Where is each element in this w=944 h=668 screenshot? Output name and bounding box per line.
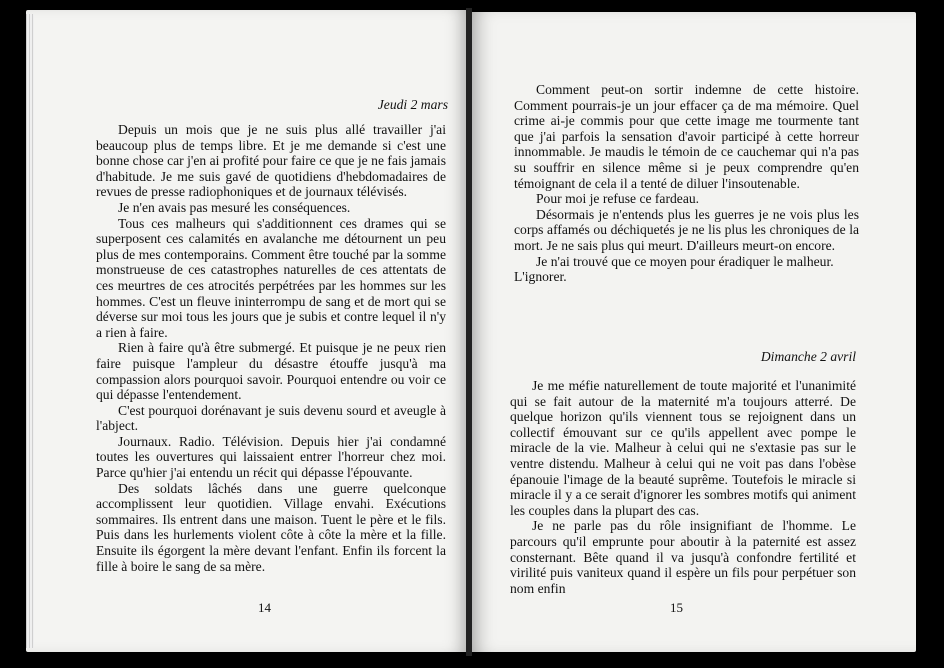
paragraph: Je me méfie naturellement de toute majorité et l'unanimité qui se fait autour de la maternité m'a toujours atterré. De quelque horizon qu'ils viennent tous se rejoignent dans un collectif émouvant sur ce qu'ils appellent avec pompe le miracle de la vie. Malheur à celui qui ne s'extasie pas sur le ventre distendu. Malheur à celui qui ne voit pas dans l'obèse épanouie l'image de la beauté suprême. Toutefois le miracle si miracle il y a ce serait d'ignorer les sombres motifs qui animent les couples dans la plupart des cas. (510, 378, 856, 518)
paragraph: Pour moi je refuse ce fardeau. (536, 191, 700, 207)
book-gutter (466, 8, 472, 656)
paragraph: Je ne parle pas du rôle insignifiant de l'homme. Le parcours qu'il emprunte pour aboutir à la paternité est assez consternant. Bête quand il va jusqu'à confondre fertilité et virilité puis vaniteux quand il espère un fils pour perpétuer son nom enfin (510, 518, 856, 596)
paragraph: Des soldats lâchés dans une guerre quelconque accomplissent leur quotidien. Village envahi. Exécutions sommaires. Ils entrent dans une maison. Tuent le père et le fils. Puis dans les hurlements violent côte à côte la mère et la fille. Ensuite ils égorgent la mère devant l'enfant. Enfin ils forcent la fille à boire le sang de sa mère. (96, 480, 446, 574)
left-date: Jeudi 2 mars (377, 97, 448, 112)
paragraph: L'ignorer. (514, 269, 567, 285)
paragraph: Tous ces malheurs qui s'additionnent ces drames qui se superposent ces calamités en avalanche me détournent un peu plus de mes contemporains. Comment être touché par la somme monstrueuse de ces catastrophes naturelles de ces attentats de ces meurtres de ces atrocités perpétrées par les hommes sur les hommes. C'est un fleuve ininterrompu de sang et de mort qui se déverse sur moi tous les jours que je subis et contre lequel il n'y a rien à faire. (96, 215, 446, 340)
right-date: Dimanche 2 avril (760, 349, 856, 364)
right-body-top (514, 82, 859, 285)
paragraph: Rien à faire qu'à être submergé. Et puisque je ne peux rien faire puisque l'ampleur du désastre étouffe jusqu'à ma compassion alors pourquoi savoir. Pourquoi entendre ou voir ce qui dépasse l'entendement. (96, 340, 446, 403)
right-page-number: 15 (670, 600, 683, 615)
paragraph: Comment peut-on sortir indemne de cette histoire. Comment pourrais-je un jour effacer ça de ma mémoire. Quel crime ai-je commis pour que cette image me tourmente tant que j'ai parfois la sensation d'avoir participé à cette horreur innommable. Je maudis le témoin de ce cauchemar qui n'a pas su souffrir en silence même si je peux comprendre qu'en témoignant de cela il a tenté de diluer l'insoutenable. (514, 82, 859, 191)
paragraph: Je n'en avais pas mesuré les conséquences. (118, 199, 351, 215)
page-edges (26, 14, 34, 648)
paragraph: Depuis un mois que je ne suis plus allé travailler j'ai beaucoup plus de temps libre. Et je me demande si c'est une bonne chose car j'en ai profité pour faire ce que je ne fais jamais d'habitude. Je me suis gavé de quotidiens d'hebdomadaires de revues de presse radiophoniques et de journaux télévisés. (96, 122, 446, 200)
right-body-bottom (510, 378, 856, 596)
paragraph: C'est pourquoi dorénavant je suis devenu sourd et aveugle à l'abject. (96, 402, 446, 434)
paragraph: Journaux. Radio. Télévision. Depuis hier j'ai condamné toutes les ouvertures qui laissaient entrer l'horreur chez moi. Parce qu'hier j'ai entendu un récit qui dépasse l'épouvante. (96, 433, 446, 481)
left-page-number: 14 (258, 600, 271, 615)
paragraph: Désormais je n'entends plus les guerres je ne vois plus les corps affamés ou déchiquetés je ne lis plus les chroniques de la mort. Je ne sais plus qui meurt. D'ailleurs meurt-on encore. (514, 206, 859, 253)
left-body (96, 122, 446, 574)
paragraph: Je n'ai trouvé que ce moyen pour éradiquer le malheur. (536, 253, 834, 269)
